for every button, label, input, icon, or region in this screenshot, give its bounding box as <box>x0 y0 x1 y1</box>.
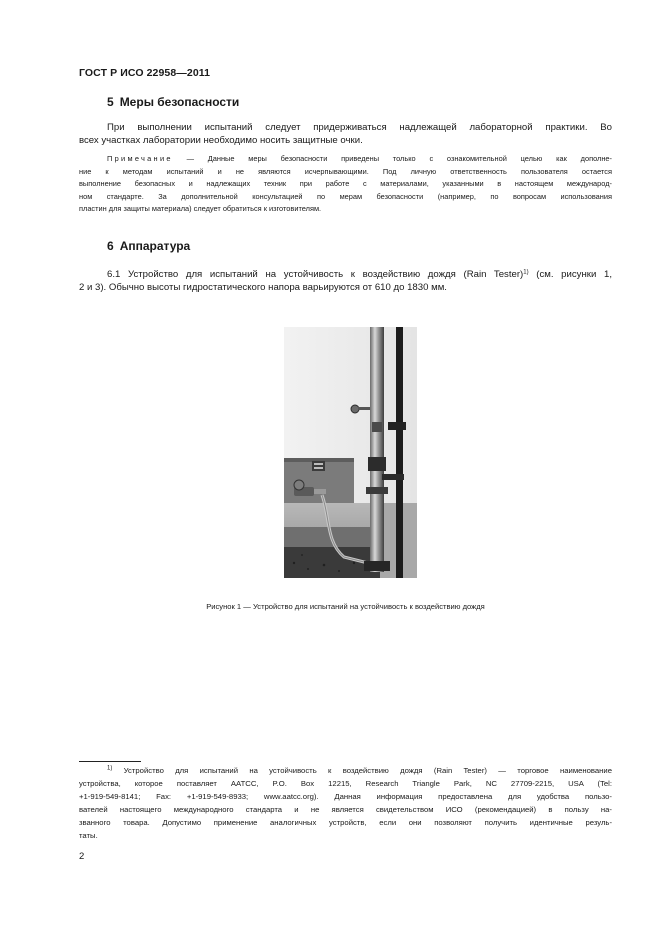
section-5-number: 5 <box>107 95 114 109</box>
figure-1-caption: Рисунок 1 — Устройство для испытаний на устойчивость к воздействию дождя <box>206 602 485 611</box>
p61-line-2: 2 и 3). Обычно высоты гидростатического напора варьируются от 610 до 1830 мм. <box>79 282 447 294</box>
section-6-title: Аппаратура <box>119 239 191 253</box>
note-line-2: ние к методам испытаний и не являются исчерпывающими. Под личную ответственность пользователя остается <box>79 166 612 176</box>
footnote-line-4: вателей настоящего международного стандарта и не является свидетельством ИСО (рекомендацией) в пользу на- <box>79 804 612 814</box>
footnote-ref[interactable]: 1) <box>523 269 529 276</box>
footnote-line-3: +1-919-549-8141; Fax: +1-919-549-8933; www.aatcc.org). Данная информация предоставлена для удобства пользо- <box>79 791 612 801</box>
section-6-1-paragraph <box>79 268 612 295</box>
note-line-3: выполнение безопасных и надлежащих техник при работе с материалами, указанными в настоящем международ- <box>79 179 612 189</box>
note-line-1: — Данные меры безопасности приведены только с ознакомительной целью как дополне- <box>172 154 612 163</box>
footnote-line-6: таты. <box>79 830 98 840</box>
section-5-paragraph-line-2: всех участках лаборатории необходимо носить защитные очки. <box>79 135 363 147</box>
footnote-marker: 1) <box>107 765 113 772</box>
p61-line-1-a: 6.1 Устройство для испытаний на устойчивость к воздействию дождя (Rain Tester) <box>107 269 524 280</box>
footnote-line-1: Устройство для испытаний на устойчивость к воздействию дождя (Rain Tester) — торговое наименование <box>112 766 612 775</box>
section-5-paragraph <box>79 121 612 148</box>
page-number: 2 <box>79 851 85 862</box>
p61-line-1-b: (см. рисунки 1, <box>528 269 612 280</box>
section-5-heading <box>107 95 239 109</box>
section-5-paragraph-line-1: При выполнении испытаний следует придерживаться надлежащей лабораторной практики. Во <box>107 122 612 133</box>
note-line-4: ном стандарте. За дополнительной консультацией по мерам безопасности (например, по вопросам использования <box>79 191 612 201</box>
section-5-title: Меры безопасности <box>119 95 240 109</box>
note-label: Примечание <box>107 154 173 163</box>
section-5-note <box>79 153 612 216</box>
rain-tester-photo-image <box>284 327 417 578</box>
footnote <box>79 765 612 842</box>
figure-1-photo <box>284 327 417 578</box>
footnote-line-2: устройства, которое поставляет AATCC, P.O. Box 12215, Research Triangle Park, NC 27709-2215, USA (Tel: <box>79 778 612 788</box>
section-6-number: 6 <box>107 239 114 253</box>
standard-id-header: ГОСТ Р ИСО 22958—2011 <box>79 67 211 79</box>
section-6-heading <box>107 239 190 253</box>
footnote-separator <box>79 761 141 762</box>
note-line-5: пластин для защиты материала) следует обратиться к изготовителям. <box>79 204 322 214</box>
footnote-line-5: званного товара. Допустимо применение аналогичных устройств, если они позволяют получить идентичные резуль- <box>79 817 612 827</box>
